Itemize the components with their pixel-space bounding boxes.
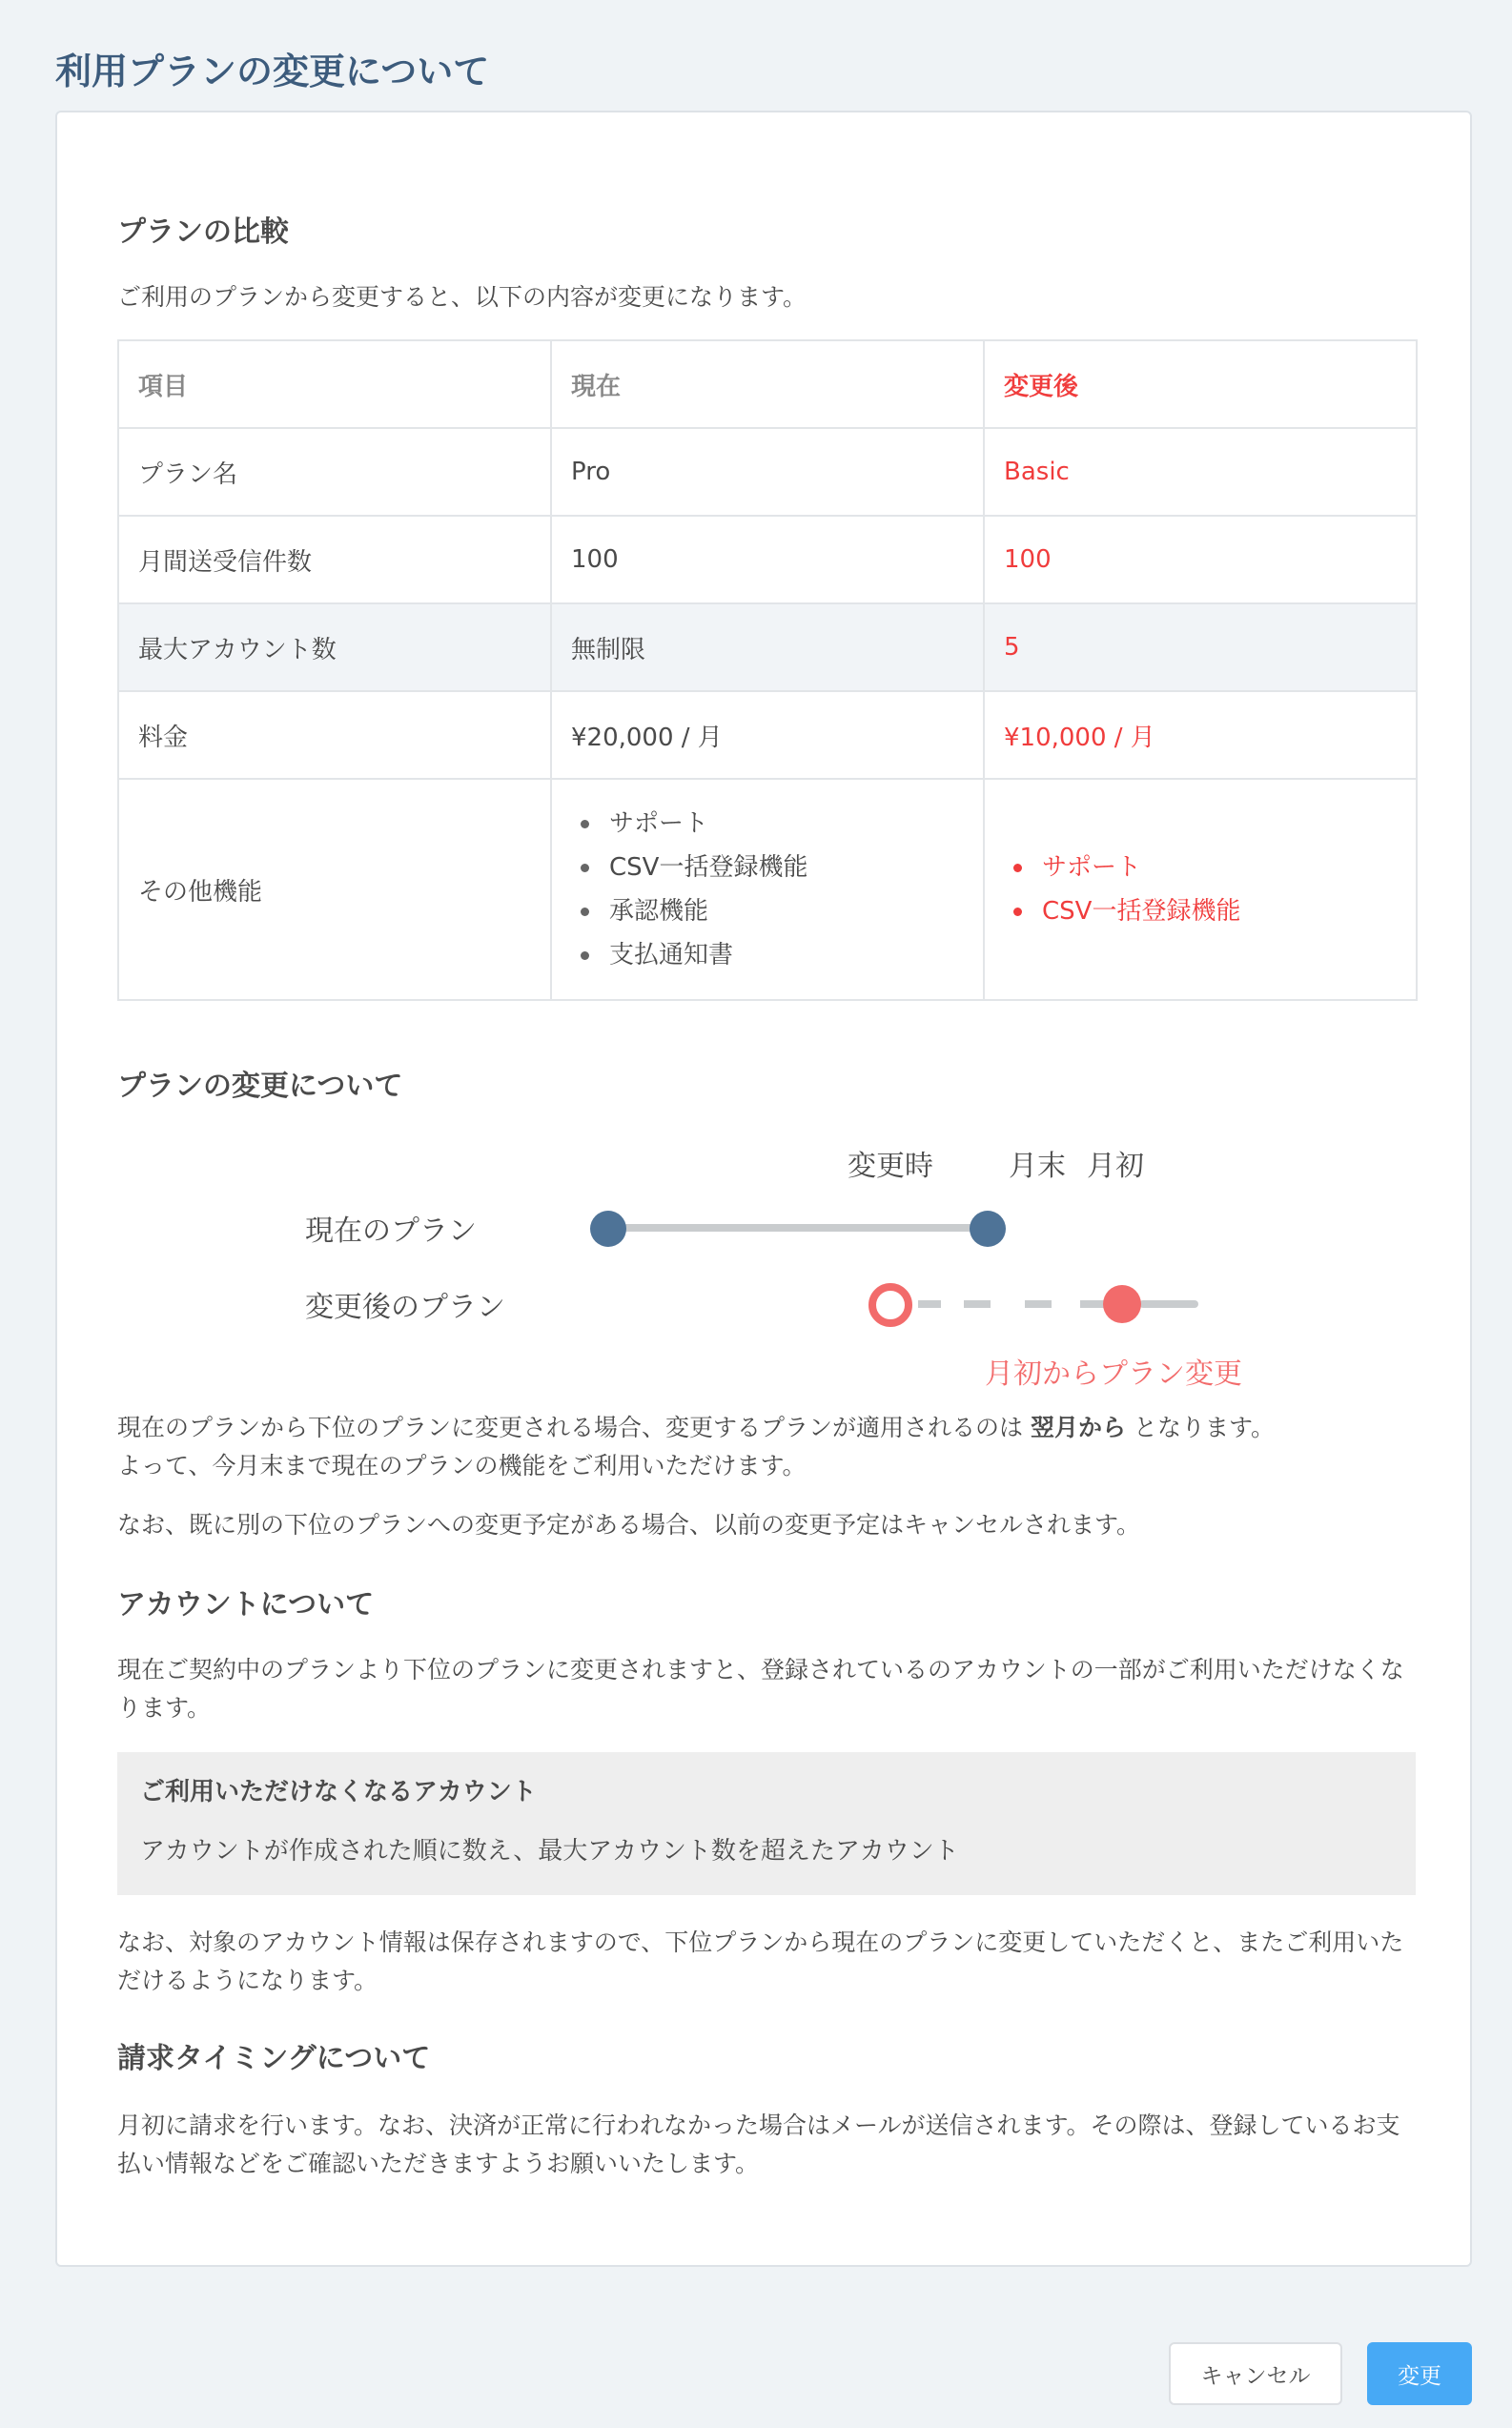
unavailable-accounts-box xyxy=(117,1752,1416,1895)
table-row xyxy=(118,516,1417,603)
timeline-dash xyxy=(1025,1300,1052,1308)
row-item-label: 料金 xyxy=(118,691,551,779)
row-new-value: Basic xyxy=(984,428,1417,516)
column-header-item: 項目 xyxy=(118,340,551,428)
timeline-current-end-dot xyxy=(970,1211,1006,1247)
timeline-current-start-dot xyxy=(590,1211,626,1247)
timeline-new-bar xyxy=(1139,1300,1198,1308)
timeline-dash xyxy=(1080,1300,1105,1308)
row-new-value: 100 xyxy=(984,516,1417,603)
column-header-current: 現在 xyxy=(551,340,984,428)
table-header-row xyxy=(118,340,1417,428)
row-item-label: プラン名 xyxy=(118,428,551,516)
feature-list-current xyxy=(571,802,964,977)
column-header-new: 変更後 xyxy=(984,340,1417,428)
row-item-label: 月間送受信件数 xyxy=(118,516,551,603)
section-heading-account: アカウントについて xyxy=(117,1588,375,1622)
row-new-features xyxy=(984,779,1417,1000)
row-item-label: 最大アカウント数 xyxy=(118,603,551,691)
account-paragraph-2: なお、対象のアカウント情報は保存されますので、下位プランから現在のプランに変更していただくと、またご利用いただけるようになります。 xyxy=(117,1928,1404,1994)
timeline-label-month-start: 月初 xyxy=(1087,1150,1144,1183)
timeline-row-new-label: 変更後のプラン xyxy=(305,1291,505,1324)
list-item: CSV一括登録機能 xyxy=(1013,889,1397,933)
change-button[interactable]: 変更 xyxy=(1367,2342,1472,2405)
change-paragraph-2: なお、既に別の下位のプランへの変更予定がある場合、以前の変更予定はキャンセルされます。 xyxy=(117,1511,1141,1539)
list-item: 承認機能 xyxy=(581,889,964,933)
plan-change-card xyxy=(55,111,1472,2267)
change-paragraph-1 xyxy=(117,1409,1416,1485)
table-row xyxy=(118,691,1417,779)
table-row xyxy=(118,428,1417,516)
comparison-table xyxy=(117,339,1418,1001)
timeline-new-start-dot xyxy=(1103,1285,1141,1323)
timeline-row-current-label: 現在のプラン xyxy=(305,1214,477,1248)
row-item-label: その他機能 xyxy=(118,779,551,1000)
row-current-value: 100 xyxy=(551,516,984,603)
section-heading-change: プランの変更について xyxy=(117,1070,403,1103)
change-paragraph-1-line2: よって、今月末まで現在のプランの機能をご利用いただけます。 xyxy=(117,1452,807,1479)
row-current-value: Pro xyxy=(551,428,984,516)
section-heading-billing: 請求タイミングについて xyxy=(117,2042,431,2075)
page-title: 利用プランの変更について xyxy=(55,51,490,92)
change-paragraph-1-tail: となります。 xyxy=(1133,1414,1275,1441)
row-current-value: ¥20,000 / 月 xyxy=(551,691,984,779)
billing-paragraph: 月初に請求を行います。なお、決済が正常に行われなかった場合はメールが送信されます。その際は、登録しているお支払い情報などをご確認いただきますようお願いいたします。 xyxy=(117,2112,1400,2177)
unavailable-accounts-body: アカウントが作成された順に数え、最大アカウント数を超えたアカウント xyxy=(140,1837,959,1866)
list-item: 支払通知書 xyxy=(581,933,964,977)
list-item: サポート xyxy=(1013,846,1397,889)
table-row xyxy=(118,603,1417,691)
row-new-value: 5 xyxy=(984,603,1417,691)
timeline-label-change-time: 変更時 xyxy=(848,1150,933,1183)
timeline-dash xyxy=(964,1300,991,1308)
unavailable-accounts-title: ご利用いただけなくなるアカウント xyxy=(140,1778,537,1806)
list-item: CSV一括登録機能 xyxy=(581,846,964,889)
timeline-dash xyxy=(918,1300,941,1308)
comparison-intro: ご利用のプランから変更すると、以下の内容が変更になります。 xyxy=(117,283,807,311)
timeline-change-point-dot xyxy=(868,1283,912,1327)
list-item: サポート xyxy=(581,802,964,846)
cancel-button[interactable]: キャンセル xyxy=(1169,2342,1342,2405)
row-new-value: ¥10,000 / 月 xyxy=(984,691,1417,779)
table-row xyxy=(118,779,1417,1000)
account-paragraph-1: 現在ご契約中のプランより下位のプランに変更されますと、登録されているのアカウントの一部がご利用いただけなくなります。 xyxy=(117,1656,1404,1722)
row-current-value: 無制限 xyxy=(551,603,984,691)
change-paragraph-1-emphasis: 翌月から xyxy=(1030,1414,1126,1441)
timeline-current-bar xyxy=(603,1224,985,1232)
change-paragraph-1-text: 現在のプランから下位のプランに変更される場合、変更するプランが適用されるのは xyxy=(117,1414,1024,1441)
timeline-caption: 月初からプラン変更 xyxy=(985,1357,1242,1391)
feature-list-new xyxy=(1004,846,1397,933)
timeline-label-month-end: 月末 xyxy=(1009,1150,1066,1183)
section-heading-comparison: プランの比較 xyxy=(117,215,289,249)
row-current-features xyxy=(551,779,984,1000)
